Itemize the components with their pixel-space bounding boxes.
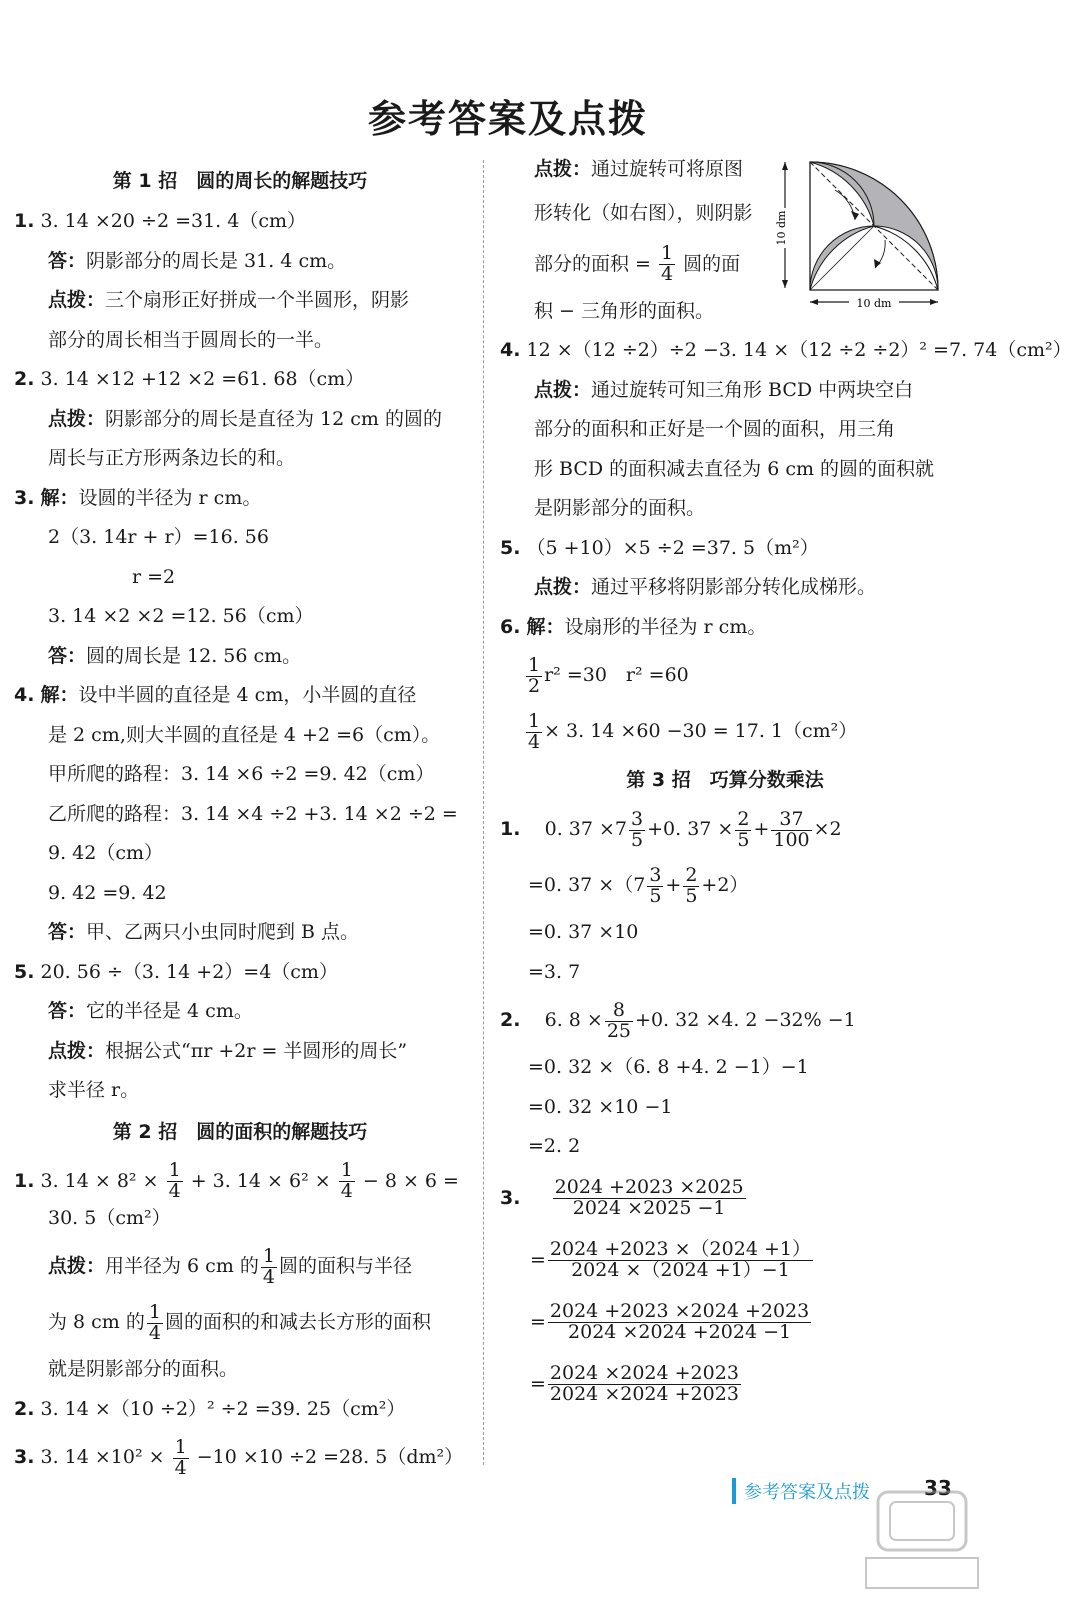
q3-solution: 设圆的半径为 r cm。 (78, 486, 262, 509)
q1-expression: 3. 14 ×20 ÷2 =31. 4（cm） (40, 210, 306, 232)
p5-tip: 通过平移将阴影部分转化成梯形。 (591, 576, 877, 598)
m1-expression: 1. 0. 37 ×7 $\frac{3}{5}$ +0. 37 × $\frac{2}{5}$ + $\frac{37}{100}$ ×2 (500, 807, 842, 851)
p3-expression: 3. 3. 14 ×10² × $\frac{1}{4}$ −10 ×10 ÷2 =28. 5（dm²） (14, 1435, 464, 1479)
column-divider (483, 160, 484, 1465)
m2-expression: 2. 6. 8 × $\frac{8}{25}$ +0. 32 ×4. 2 −32% −1 (500, 998, 856, 1042)
quarter-circle-figure (775, 150, 945, 320)
q4-solution: 设中半圆的直径是 4 cm，小半圆的直径 (78, 684, 417, 706)
p2-expression: 3. 14 ×（10 ÷2）² ÷2 =39. 25（cm²） (40, 1397, 406, 1420)
q4-answer: 甲、乙两只小虫同时爬到 B 点。 (86, 921, 360, 943)
watermark-logo (862, 1488, 982, 1592)
q5-tip: 根据公式“πr +2r = 半圆形的周长” (105, 1039, 408, 1062)
q5-expression: 20. 56 ÷（3. 14 +2）=4（cm） (40, 960, 338, 983)
right-column: 点拨：通过旋转可将原图 形转化（如右图），则阴影 部分的面积 = $\frac{1}{4}$ 圆的面 积 − 三角形的面积。 4. 12 ×（12 ÷2）÷2 −3. 14 ×（12 ÷2 ÷2）² =7. 74（cm²） 点拨：通过旋转可知三角形 BCD 中两块空白 部分的面积和正好是一个圆的面积，用三角 形 BCD 的面积减去直径为 6 cm 的圆的面积就 是阴影部分的面积。 5. （5 +10）×5 ÷2 =37. 5（m²） 点拨：通过平移将阴影部分转化成梯形。 6. 解：设扇形的半径为 r cm。 $\frac{1}{2}$ r² =30 r² =60 $\frac{1}{4}$ × 3. 14 ×60 −30 = 17. 1（cm²） 第 3 招 巧算分数乘法 1. 0. 37 ×7 $\frac{3}{5}$ +0. 37 × $\frac{2}{5}$ + $\frac{37}{100}$ ×2 =0. 37 ×（7 $\frac{3}{5}$ + $\frac{2}{5}$ +2） =0. 37 ×10 =3. 7 2. 6. 8 × $\frac{8}{25}$ +0. 32 ×4. 2 −32% −1 =0. 32 ×（6. 8 +4. 2 −1）−1 =0. 32 ×10 −1 =2. 2 3. $\frac{2024 +2023 \times 2025}{2024 \times 2025 -1}$ = $\frac{2024 +2023 \times(2024 +1)}{2024 \times(2024 +1)-1}$ = $\frac{2024 +2023 \times 2024 +2023}{2024 \times 2024 +2024 -1}$ = $\frac{2024 \times 2024 +2023}{2024 \times 2024 +2023}$ (500, 150, 950, 1415)
q1-answer: 阴影部分的周长是 31. 4 cm。 (86, 249, 347, 272)
section-title-2: 第 2 招 圆的面积的解题技巧 (112, 1120, 368, 1143)
q5-answer: 它的半径是 4 cm。 (86, 1000, 253, 1022)
m3-expression: 3. $\frac{2024 +2023 \times 2025}{2024 \times 2025 -1}$ (500, 1176, 744, 1219)
q3-answer: 圆的周长是 12. 56 cm。 (86, 644, 302, 667)
q2-tip: 阴影部分的周长是直径为 12 cm 的圆的 (105, 407, 442, 430)
p1-tip: 点拨：用半径为 6 cm 的 $\frac{1}{4}$ 圆的面积与半径 (48, 1244, 412, 1288)
p6-solution: 设扇形的半径为 r cm。 (564, 615, 767, 638)
p3-tip: 点拨：通过旋转可将原图 (534, 158, 744, 180)
p1-expression: 1. 3. 14 × 8² × $\frac{1}{4}$ + 3. 14 × 6² × $\frac{1}{4}$ − 8 × 6 = (14, 1159, 459, 1202)
p4-tip: 通过旋转可知三角形 BCD 中两块空白 (591, 378, 914, 401)
footer-text: 参考答案及点拨 (744, 1482, 870, 1503)
page-number: 33 (924, 1476, 952, 1500)
q1-tip: 三个扇形正好拼成一个半圆形，阴影 (105, 289, 410, 311)
q2-expression: 3. 14 ×12 +12 ×2 =61. 68（cm） (40, 368, 365, 390)
side-label: 10 dm (775, 210, 788, 246)
page-title: 参考答案及点拨 (367, 97, 648, 141)
p5-expression: （5 +10）×5 ÷2 =37. 5（m²） (526, 536, 819, 559)
p4-expression: 12 ×（12 ÷2）÷2 −3. 14 ×（12 ÷2 ÷2）² =7. 74（cm²） (526, 339, 1072, 361)
footer-accent-bar (732, 1478, 736, 1504)
bottom-label: 10 dm (856, 297, 892, 310)
section-title-1: 第 1 招 圆的周长的解题技巧 (112, 170, 368, 192)
left-column: 第 1 招 圆的周长的解题技巧 1. 3. 14 ×20 ÷2 =31. 4（cm） 答：阴影部分的周长是 31. 4 cm。 点拨：三个扇形正好拼成一个半圆形，阴影 部分的周长相当于圆周长的一半。 2. 3. 14 ×12 +12 ×2 =61. 68（cm） 点拨：阴影部分的周长是直径为 12 cm 的圆的 周长与正方形两条边长的和。 3. 解：设圆的半径为 r cm。 2（3. 14r + r）=16. 56 r =2 3. 14 ×2 ×2 =12. 56（cm） 答：圆的周长是 12. 56 cm。 4. 解：设中半圆的直径是 4 cm，小半圆的直径 是 2 cm,则大半圆的直径是 4 +2 =6（cm）。 甲所爬的路程：3. 14 ×6 ÷2 =9. 42（cm） 乙所爬的路程：3. 14 ×4 ÷2 +3. 14 ×2 ÷2 = 9. 42（cm） 9. 42 =9. 42 答：甲、乙两只小虫同时爬到 B 点。 5. 20. 56 ÷（3. 14 +2）=4（cm） 答：它的半径是 4 cm。 点拨：根据公式“πr +2r = 半圆形的周长” 求半径 r。 第 2 招 圆的面积的解题技巧 1. 3. 14 × 8² × $\frac{1}{4}$ + 3. 14 × 6² × $\frac{1}{4}$ − 8 × 6 = 30. 5（cm²） 点拨：用半径为 6 cm 的 $\frac{1}{4}$ 圆的面积与半径 为 8 cm 的 $\frac{1}{4}$ 圆的面积的和减去长方形的面积 就是阴影部分的面积。 2. 3. 14 ×（10 ÷2）² ÷2 =39. 25（cm²） 3. 3. 14 ×10² × $\frac{1}{4}$ −10 ×10 ÷2 =28. 5（dm²） (14, 160, 466, 1485)
section-title-3: 第 3 招 巧算分数乘法 (626, 769, 824, 791)
